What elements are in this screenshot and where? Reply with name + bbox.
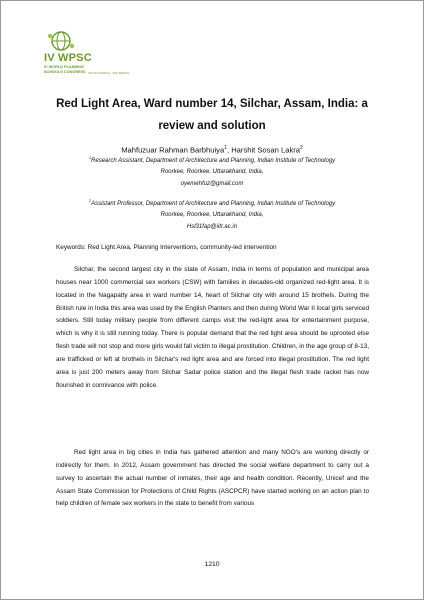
paper-title [40,93,384,137]
body-paragraph-text: Silchar, the second largest city in the state of Assam, India in terms of population and municipal area houses near 1000 commercial sex workers (CSW) with families in decades-old organized red-light area. It is located in the Nagapatty area in ward number 14, heart of Silchar city with around 15 brothels. During the British rule in India this area was used by the English Planters and then during World War II local girls serviced soldiers. Still today military people from different camps visit the red-light area for entertainment purpose, which is why it is still running today. There is popular demand that the red light area should be uprooted else flesh trade will not stop and more girls would fall victim to illegal prostitution. Children, in the age group of 8-13, are trafficked or left at brothels in Silchar's red light area and are forced into illegal prostitution. The red light area is just 200 meters away from Silchar Sadar police station and the illegal flesh trade racket has now flourished in connivance with police. [56,266,369,389]
keywords: Keywords: Red Light Area, Planning Interventions, community-led intervention [56,244,277,251]
affiliation-line: $^2$Assistant Professor, Department of Architecture and Planning, Indian Institute of Technology [88,198,336,207]
affiliation-block [62,152,362,190]
body-paragraph-text: Red light area in big cities in India has gathered attention and many NGO's are working directly or indirectly for them. In 2012, Assam government has directed the social welfare department to carry out a survey to ascertain the actual number of inmates, their age and health condition. Recently, Unicef and the Assam State Commission for Protections of Child Rights (ASCPCR) have started working on an action plan to help children of female sex workers in the state to benefit from various [56,449,369,508]
page-number: 1210 [204,561,220,568]
affiliation-mark: 2 [300,145,303,151]
congress-logo [44,30,154,86]
logo-subtitle-line3: SOUTH AFRICA · RIO BRASIL [88,71,130,75]
author-name: Harshit Sosan Lakra [231,145,301,155]
body-paragraph [56,447,369,511]
affiliation-block [62,195,362,233]
author-email: Hsl31fap@iitr.ac.in [186,223,238,230]
author-email: oyemehfuz@gmail.com [180,180,244,187]
logo-subtitle-line2: SCHOOLS CONGRESS [44,69,86,74]
body-paragraph [56,264,369,392]
logo-subtitle-line1: IV WORLD PLANNING [44,65,84,69]
globe-logo-icon [44,30,78,52]
author-separator: , [226,145,232,155]
paper-title-line2: review and solution [158,120,266,132]
paper-title-line1: Red Light Area, Ward number 14, Silchar, Assam, India: a [56,98,368,110]
affiliation-mark: 2 [88,198,92,203]
affiliation-line: Roorkee, Roorkee, Uttarakhand, India, [160,212,264,219]
author-name: Mahfuzuar Rahman Barbhuiya [121,145,225,155]
affiliation-line: $^1$Research Assistant, Department of Architecture and Planning, Indian Institute of Technology [88,155,336,164]
affiliation-mark: 1 [224,145,227,151]
logo-title: IV WPSC [44,52,92,64]
affiliation-line: Roorkee, Roorkee, Uttarakhand, India, [160,169,264,176]
affiliation-mark: 1 [88,155,92,160]
